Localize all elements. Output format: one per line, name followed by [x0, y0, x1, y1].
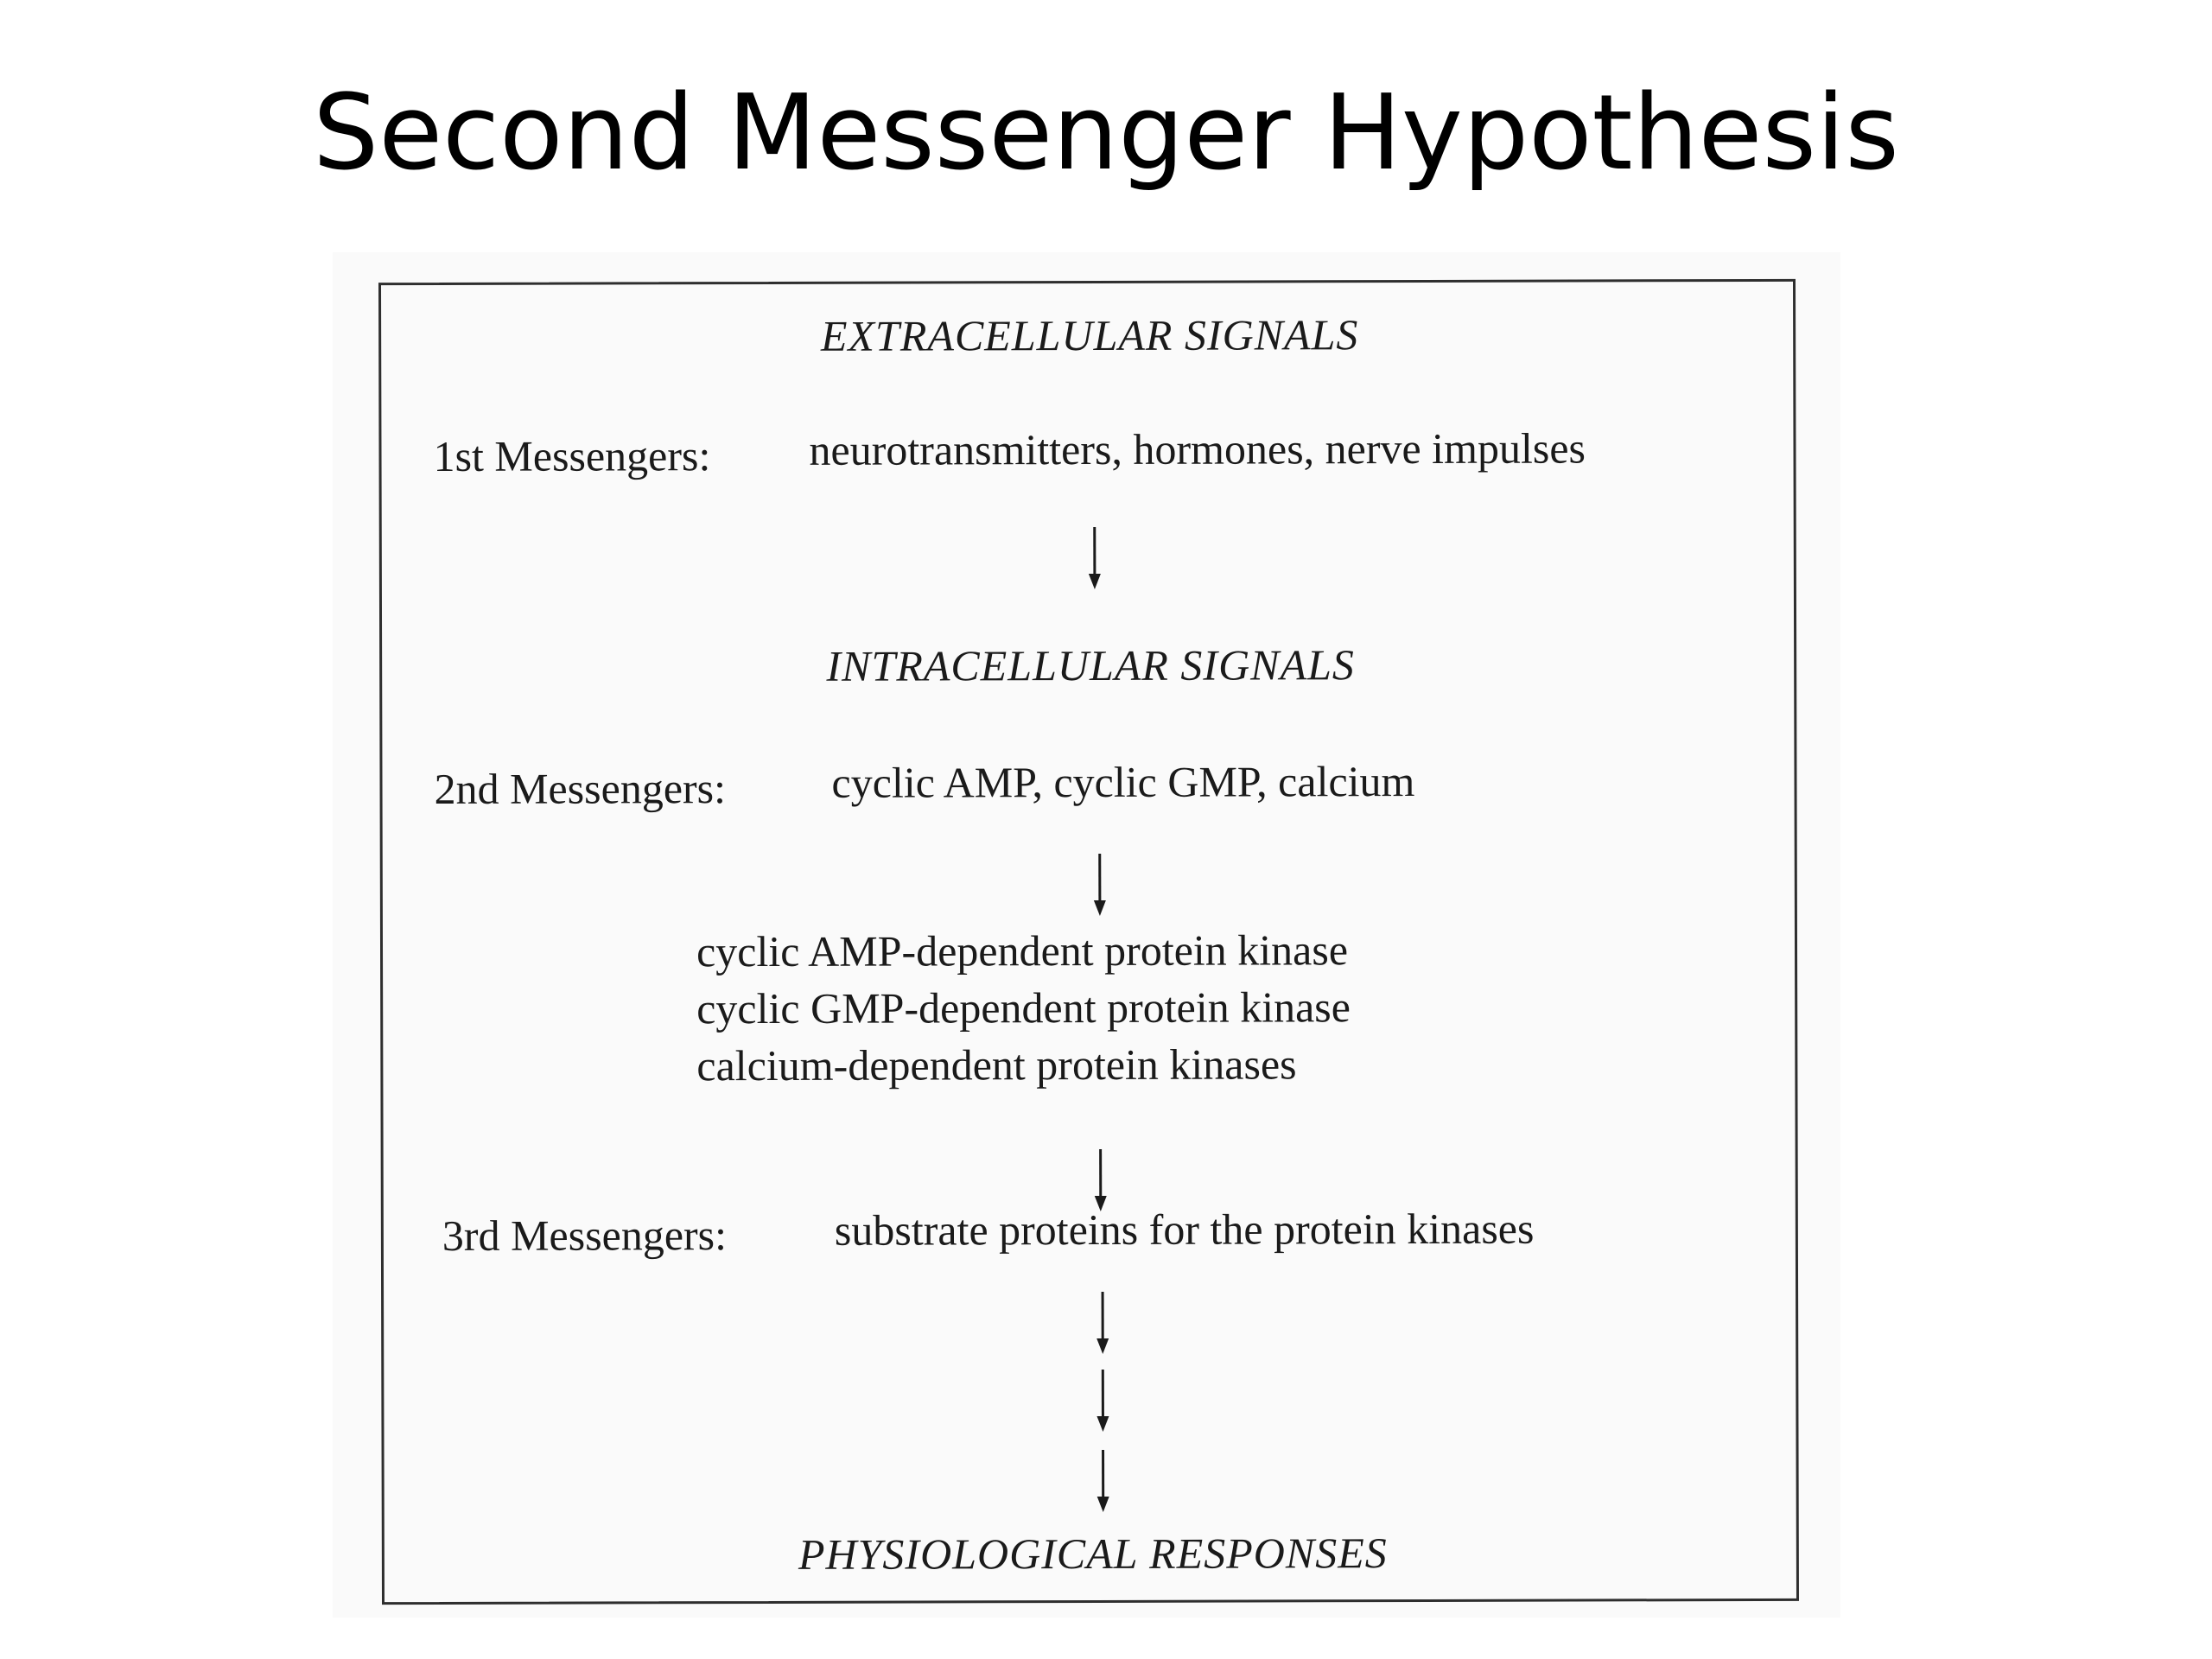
first-messengers-label: 1st Messengers:	[433, 431, 711, 480]
intracellular-heading: INTRACELLULAR SIGNALS	[826, 640, 1355, 690]
diagram-frame	[378, 279, 1799, 1605]
kinase-item: cyclic GMP-dependent protein kinase	[696, 982, 1351, 1033]
responses-heading: PHYSIOLOGICAL RESPONSES	[798, 1529, 1388, 1579]
extracellular-heading: EXTRACELLULAR SIGNALS	[820, 310, 1359, 360]
page-title: Second Messenger Hypothesis	[313, 73, 1899, 194]
down-arrow-icon	[1086, 525, 1103, 591]
third-messengers-label: 3rd Messengers:	[442, 1211, 728, 1260]
down-arrow-icon	[1091, 852, 1109, 918]
down-arrow-icon	[1094, 1368, 1111, 1433]
kinase-item: calcium-dependent protein kinases	[696, 1039, 1297, 1090]
second-messengers-value: cyclic AMP, cyclic GMP, calcium	[831, 757, 1415, 807]
first-messengers-value: neurotransmitters, hormones, nerve impulses	[809, 423, 1586, 474]
second-messengers-label: 2nd Messengers:	[434, 764, 727, 813]
down-arrow-icon	[1095, 1448, 1112, 1514]
third-messengers-value: substrate proteins for the protein kinases	[834, 1204, 1535, 1255]
kinase-item: cyclic AMP-dependent protein kinase	[696, 925, 1349, 976]
down-arrow-icon	[1094, 1290, 1111, 1356]
